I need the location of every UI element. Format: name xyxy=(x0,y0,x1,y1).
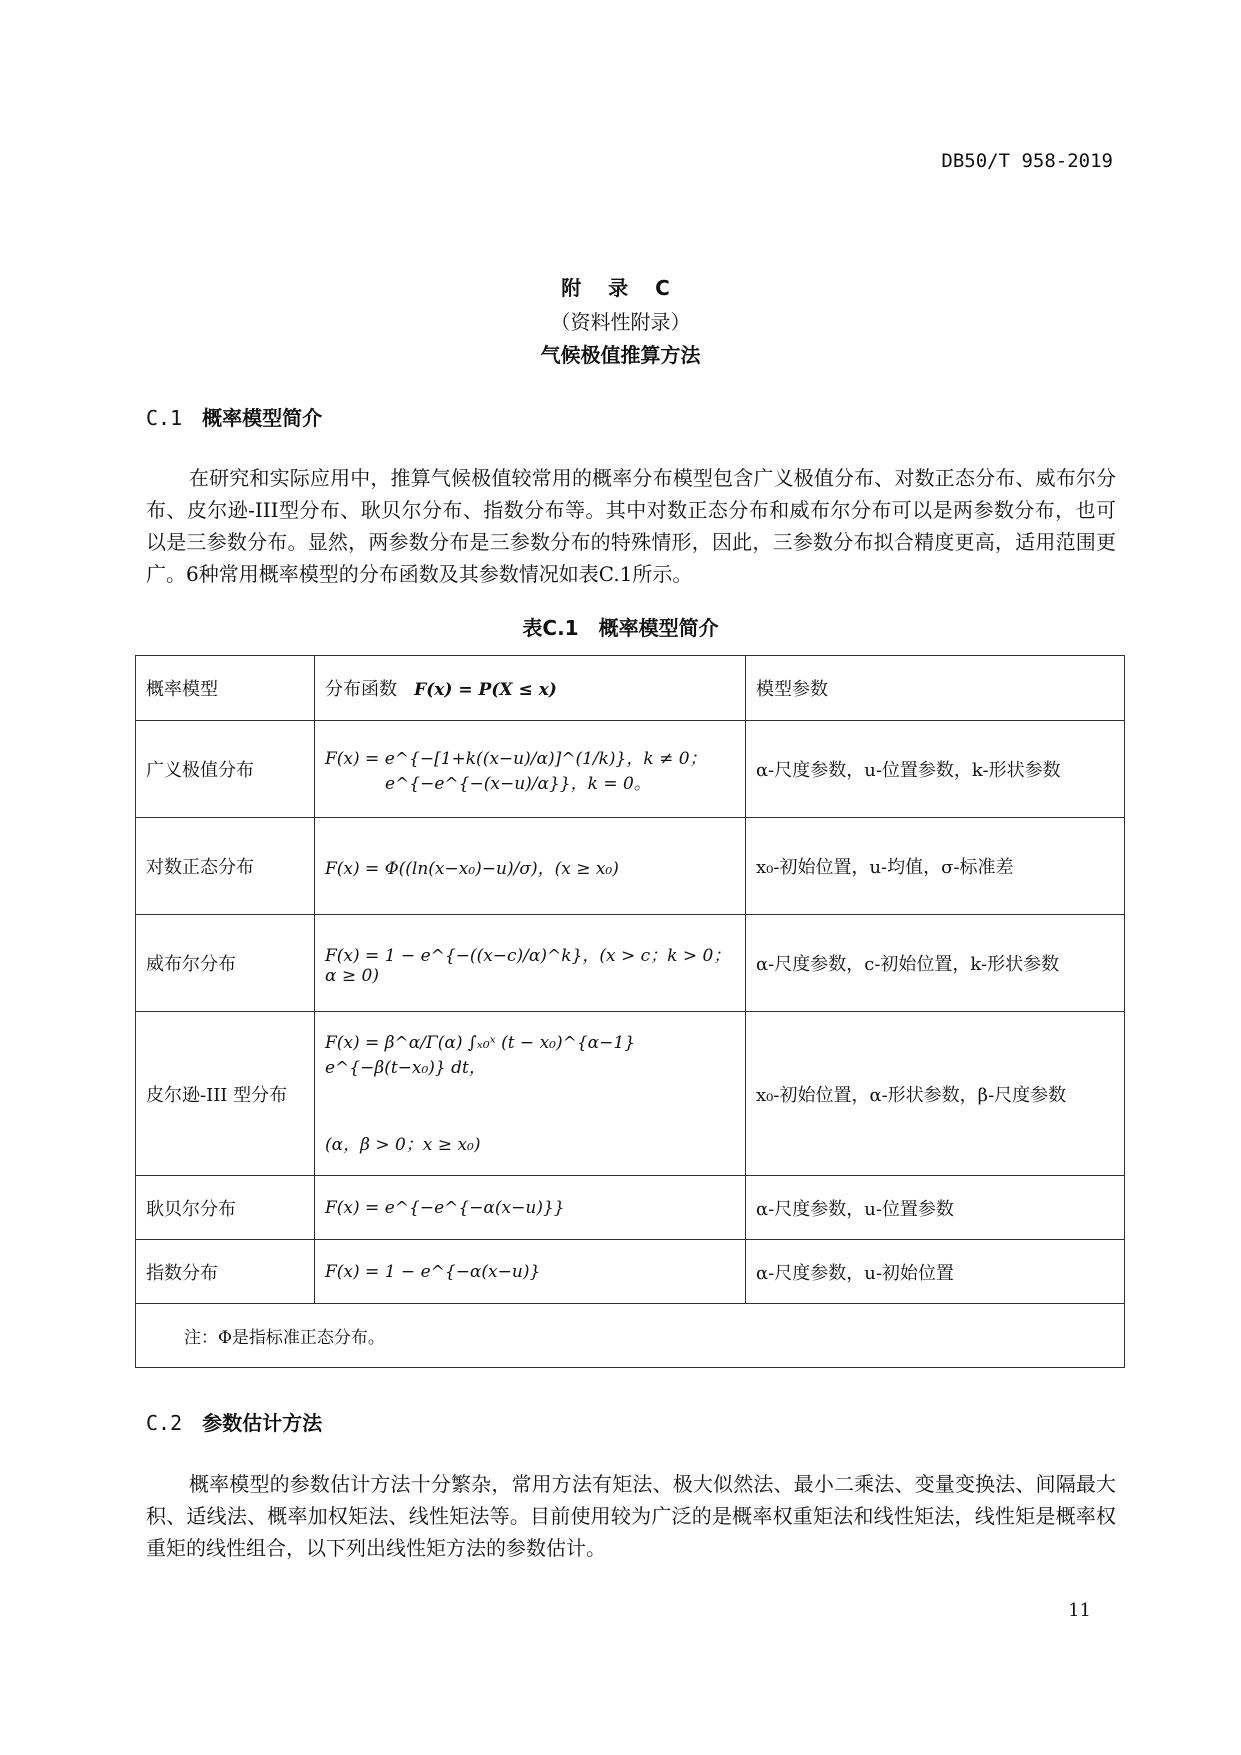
row-formula xyxy=(315,721,746,818)
row-formula-line: e^{−e^{−(x−u)/α}}，k = 0。 xyxy=(385,774,651,794)
appendix-title: 附 录 C xyxy=(561,276,680,300)
section-c2-heading xyxy=(146,1407,322,1436)
row-formula: F(x) = 1 − e^{−α(x−u)} xyxy=(315,1240,746,1304)
row-model: 皮尔逊-III 型分布 xyxy=(136,1012,315,1176)
table-row xyxy=(136,1176,1125,1240)
probability-model-table xyxy=(135,655,1125,1368)
table-row xyxy=(136,721,1125,818)
row-params: α-尺度参数，u-初始位置 xyxy=(746,1240,1125,1304)
row-formula: F(x) = e^{−e^{−α(x−u)}} xyxy=(315,1176,746,1240)
appendix-subtitle: （资料性附录） xyxy=(550,310,691,334)
header-function-label: 分布函数 xyxy=(325,679,397,700)
page-number: 11 xyxy=(1068,1600,1091,1621)
row-params: α-尺度参数，u-位置参数 xyxy=(746,1176,1125,1240)
section-c2-paragraph: 概率模型的参数估计方法十分繁杂，常用方法有矩法、极大似然法、最小二乘法、变量变换法、间隔最大积、适线法、概率加权矩法、线性矩法等。目前使用较为广泛的是概率权重矩法和线性矩法，线性矩是概率权重矩的线性组合，以下列出线性矩方法的参数估计。 xyxy=(146,1472,1116,1560)
table-row xyxy=(136,1012,1125,1176)
section-c1-heading xyxy=(146,402,322,431)
table-row xyxy=(136,818,1125,915)
row-formula: F(x) = Φ((ln(x−x₀)−u)/σ)，(x ≥ x₀) xyxy=(315,818,746,915)
header-params: 模型参数 xyxy=(746,656,1125,721)
header-function-formula: F(x) = P(X ≤ x) xyxy=(414,680,557,700)
row-params: x₀-初始位置，u-均值，σ-标准差 xyxy=(746,818,1125,915)
row-params: α-尺度参数，u-位置参数，k-形状参数 xyxy=(746,721,1125,818)
row-formula-line: F(x) = e^{−[1+k((x−u)/α)]^(1/k)}，k ≠ 0； xyxy=(325,749,707,769)
document-code: DB50/T 958-2019 xyxy=(941,150,1113,172)
section-c1-title: 概率模型简介 xyxy=(202,406,323,430)
row-formula-line: (α，β > 0；x ≥ x₀) xyxy=(325,1134,481,1155)
table-note-row xyxy=(136,1304,1125,1368)
table-header-row xyxy=(136,656,1125,721)
table-row xyxy=(136,915,1125,1012)
appendix-name: 气候极值推算方法 xyxy=(540,343,701,367)
table-note: 注：Φ是指标准正态分布。 xyxy=(136,1304,1125,1368)
row-model: 广义极值分布 xyxy=(136,721,315,818)
section-c2-number: C.2 xyxy=(146,1411,183,1435)
row-params: x₀-初始位置，α-形状参数，β-尺度参数 xyxy=(746,1012,1125,1176)
section-c1-number: C.1 xyxy=(146,406,183,430)
row-formula xyxy=(315,1012,746,1176)
table-row xyxy=(136,1240,1125,1304)
row-formula: F(x) = 1 − e^{−((x−c)/α)^k}，(x > c；k > 0；α ≥ 0) xyxy=(315,915,746,1012)
header-model: 概率模型 xyxy=(136,656,315,721)
row-formula-line: F(x) = β^α/Γ(α) ∫ₓ₀ˣ (t − x₀)^{α−1} e^{−β(t−x₀)} dt， xyxy=(325,1032,636,1078)
section-c1-paragraph: 在研究和实际应用中，推算气候极值较常用的概率分布模型包含广义极值分布、对数正态分布、威布尔分布、皮尔逊-III型分布、耿贝尔分布、指数分布等。其中对数正态分布和威布尔分布可以是两参数分布，也可以是三参数分布。显然，两参数分布是三参数分布的特殊情形，因此，三参数分布拟合精度更高，适用范围更广。6种常用概率模型的分布函数及其参数情况如表C.1所示。 xyxy=(146,466,1116,586)
table-caption: 表C.1 概率模型简介 xyxy=(522,616,719,640)
row-model: 对数正态分布 xyxy=(136,818,315,915)
row-model: 耿贝尔分布 xyxy=(136,1176,315,1240)
row-model: 指数分布 xyxy=(136,1240,315,1304)
section-c2-title: 参数估计方法 xyxy=(202,1411,323,1435)
row-params: α-尺度参数，c-初始位置，k-形状参数 xyxy=(746,915,1125,1012)
row-model: 威布尔分布 xyxy=(136,915,315,1012)
header-function xyxy=(315,656,746,721)
